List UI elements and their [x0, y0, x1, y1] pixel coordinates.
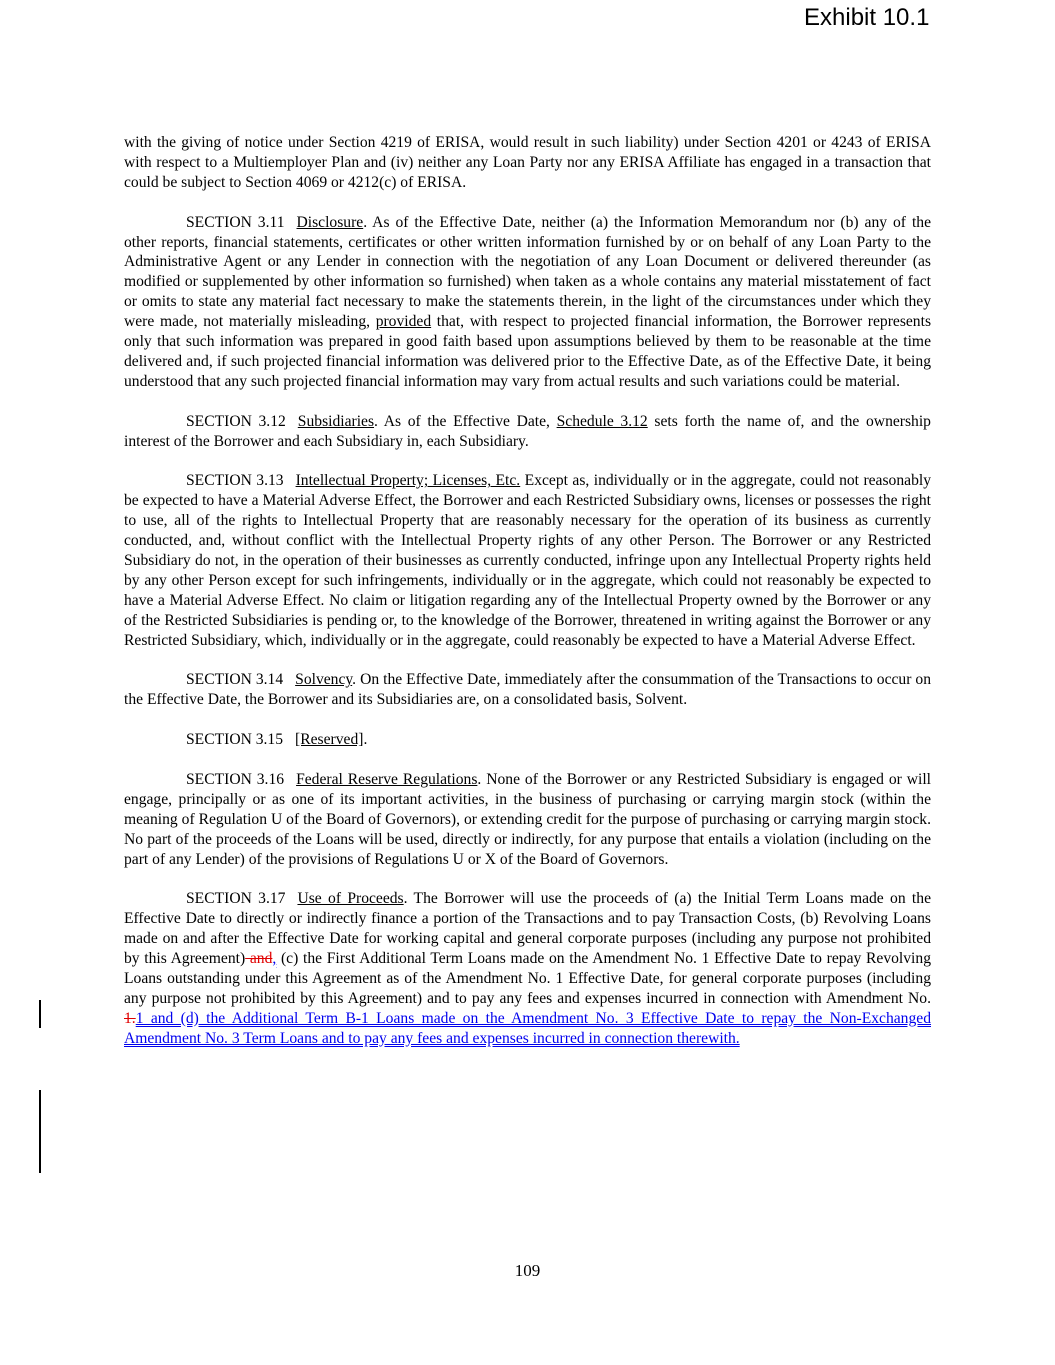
deleted-text: and — [245, 950, 273, 968]
section-3-15: SECTION 3.15 [Reserved]. — [186, 731, 368, 749]
section-3-16: SECTION 3.16 Federal Reserve Regulations. None of the Borrower or any Restricted Subsidiary is engaged or will engage, principally or as one of its important activities, in the business of purchasing or carrying margin stock (within the meaning of Regulation U of the Board of Governors), or extending credit for the purpose of purchasing or carrying margin stock. No part of the proceeds of the Loans will be used, directly or indirectly, for any purpose that entails a violation (including on the part of any Lender) of the provisions of Regulations U or X of the Board of Governors. — [124, 770, 931, 868]
section-3-13: SECTION 3.13 Intellectual Property; Licenses, Etc. Except as, individually or in the aggregate, could not reasonably be expected to have a Material Adverse Effect, the Borrower and each Restricted Subsidiary owns, licenses or possesses the right to use, all of the rights to Intellectual Property that are reasonably necessary for the operation of its business as currently conducted, and, without conflict with the Intellectual Property rights of any other Person. The Borrower or any Restricted Subsidiary do not, in the operation of their businesses as currently conducted, infringe upon any Intellectual Property rights held by any other Person except for such infringements, individually or in the aggregate, which could not reasonably be expected to have a Material Adverse Effect. No claim or litigation regarding any of the Intellectual Property owned by the Borrower or any of the Restricted Subsidiaries is pending or, to the knowledge of the Borrower, threatened in writing against the Borrower or any Restricted Subsidiary, which, individually or in the aggregate, could reasonably be expected to have a Material Adverse Effect. — [124, 472, 931, 649]
paragraph-continuation: with the giving of notice under Section 4219 of ERISA, would result in such liability) under Section 4201 or 4243 of ERISA with respect to a Multiemployer Plan and (iv) neither any Loan Party nor any ERISA Affiliate has engaged in a transaction that could be subject to Section 4069 or 4212(c) of ERISA. — [124, 134, 931, 191]
schedule-reference: Schedule 3.12 — [556, 412, 648, 430]
section-number: SECTION 3.16 — [186, 770, 285, 788]
section-3-17: SECTION 3.17 Use of Proceeds. The Borrower will use the proceeds of (a) the Initial Term Loans made on the Effective Date to directly or indirectly finance a portion of the Transactions and to pay Transaction Costs, (b) Revolving Loans made on and after the Effective Date for working capital and general corporate purposes (including any purpose not prohibited by this Agreement) and, (c) the First Additional Term Loans made on the Amendment No. 1 Effective Date to repay Revolving Loans outstanding under this Agreement as of the Amendment No. 1 Effective Date, for general corporate purposes (including any purpose not prohibited by this Agreement) and to pay any fees and expenses incurred in connection with Amendment No. 1.1 and (d) the Additional Term B-1 Loans made on the Amendment No. 3 Effective Date to repay the Non-Exchanged Amendment No. 3 Term Loans and to pay any fees and expenses incurred in connection therewith. — [124, 890, 931, 1047]
section-title: Disclosure — [296, 213, 364, 231]
provided-term: provided — [375, 313, 432, 331]
deleted-text: 1. — [124, 1009, 136, 1027]
section-3-12: SECTION 3.12 Subsidiaries. As of the Effective Date, Schedule 3.12 sets forth the name of, and the ownership interest of the Borrower and each Subsidiary in, each Subsidiary. — [124, 412, 931, 450]
section-title: Use of Proceeds — [297, 890, 404, 908]
inserted-text: , — [272, 950, 277, 968]
document-body — [124, 133, 931, 1068]
section-title: [Reserved] — [295, 731, 364, 749]
section-number: SECTION 3.15 — [186, 731, 284, 749]
inserted-text: 1 and (d) the Additional Term B-1 Loans made on the Amendment No. 3 Effective Date to repay the Non-Exchanged Amendment No. 3 Term Loans and to pay any fees and expenses incurred in connection therewith. — [124, 1009, 931, 1047]
section-number: SECTION 3.11 — [186, 213, 285, 231]
section-number: SECTION 3.17 — [186, 890, 286, 908]
change-bar — [39, 1090, 41, 1173]
section-number: SECTION 3.14 — [186, 671, 284, 689]
section-title: Solvency — [295, 671, 353, 689]
section-3-14: SECTION 3.14 Solvency. On the Effective Date, immediately after the consummation of the Transactions to occur on the Effective Date, the Borrower and its Subsidiaries are, on a consolidated basis, Solvent. — [124, 671, 932, 709]
page-number: 109 — [514, 1261, 541, 1280]
section-number: SECTION 3.13 — [186, 472, 284, 490]
exhibit-label: Exhibit 10.1 — [804, 4, 930, 31]
section-title: Subsidiaries — [297, 412, 375, 430]
section-3-11: SECTION 3.11 Disclosure. As of the Effective Date, neither (a) the Information Memorandum nor (b) any of the other reports, financial statements, certificates or other written information furnished by or on behalf of any Loan Party to the Administrative Agent or any Lender in connection with the negotiation of any Loan Document or delivered thereunder (as modified or supplemented by other information so furnished) when taken as a whole contains any material misstatement of fact or omits to state any material fact necessary to make the statements therein, in the light of the circumstances under which they were made, not materially misleading, provided that, with respect to projected financial information, the Borrower represents only that such information was prepared in good faith based upon assumptions believed by them to be reasonable at the time delivered and, if such projected financial information was delivered prior to the Effective Date, as of the Effective Date, it being understood that any such projected financial information may vary from actual results and such variations could be material. — [124, 213, 932, 390]
change-bar — [39, 1000, 41, 1028]
section-title: Federal Reserve Regulations — [296, 770, 478, 788]
section-number: SECTION 3.12 — [186, 412, 286, 430]
section-title: Intellectual Property; Licenses, Etc. — [295, 472, 521, 490]
